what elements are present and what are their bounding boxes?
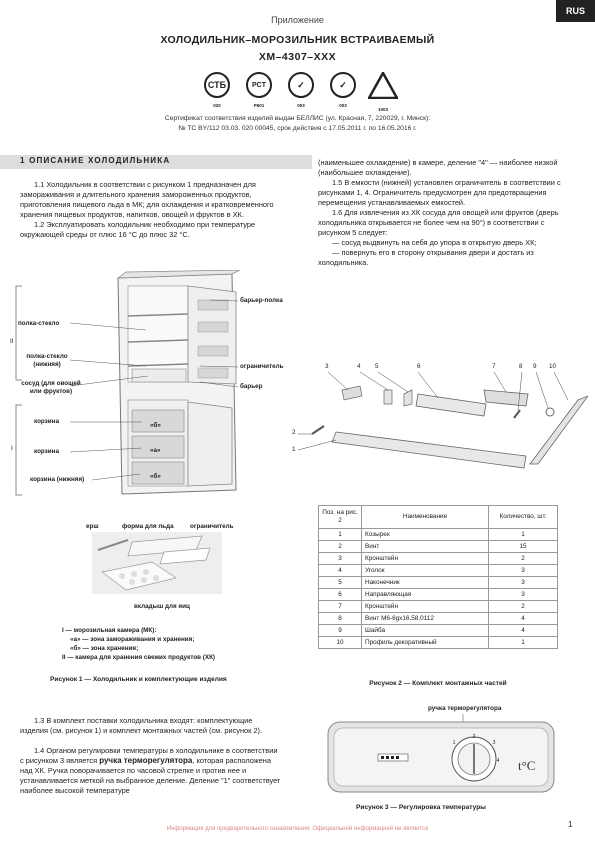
table-cell: Шайба	[362, 625, 489, 637]
table-row	[319, 613, 558, 625]
svg-text:1: 1	[452, 740, 456, 746]
paragraph-1-6: 1.6 Для извлечения из ХК сосуда для овощей или фруктов (дверь холодильника открывается не более чем на 90°) в соответствии с рисунком 5 следует:	[318, 208, 559, 237]
paragraph-1-4-text: , которая расположена над ХК. Ручка поворачивается по часовой стрелке и против нее и устанавливается меткой на выбранное деление. Деление "1" соответствует наиболее высокой температуре	[20, 756, 281, 795]
label-shelf-glass-lower: полка-стекло (нижняя)	[26, 353, 68, 368]
table-cell: Козырек	[362, 529, 489, 541]
table-cell: Наконечник	[362, 577, 489, 589]
table-row	[319, 565, 558, 577]
table-cell: 1	[489, 529, 558, 541]
mounting-parts-illustration	[288, 360, 588, 470]
table-cell: 1	[319, 529, 362, 541]
cert-code: Р601	[253, 103, 265, 108]
table-row	[319, 553, 558, 565]
appendix-label: Приложение	[271, 15, 324, 25]
footer-disclaimer: Информация для предварительного ознакомления. Официальной информацией не является	[166, 826, 429, 832]
cert-code: 003	[297, 103, 305, 108]
svg-text:4: 4	[496, 758, 500, 764]
table-cell: 5	[319, 577, 362, 589]
callout-2: 2	[292, 429, 296, 436]
label-basket: корзина	[34, 448, 59, 455]
pct-icon: PCT	[246, 72, 272, 98]
table-row	[319, 637, 558, 649]
section1-text	[20, 180, 292, 240]
figure1-caption: Рисунок 1 — Холодильник и комплектующие изделия	[50, 676, 227, 683]
certification-logos	[200, 72, 400, 112]
table-cell: 4	[319, 565, 362, 577]
language-badge: RUS	[556, 0, 595, 22]
right-column-text	[318, 158, 576, 268]
step-item: — сосуд выдвинуть на себя до упора в открытую дверь ХК;	[332, 238, 537, 247]
cert-logo	[368, 72, 400, 112]
callout-9: 9	[533, 363, 537, 370]
table-cell: 1	[489, 637, 558, 649]
cert-logo	[246, 72, 276, 108]
cert-code: 1003	[377, 107, 388, 112]
figure-2	[288, 360, 588, 470]
legend-line: «а» — зона замораживания и хранения;	[70, 636, 195, 643]
figure2-caption: Рисунок 2 — Комплект монтажных частей	[369, 680, 507, 687]
table-cell: 3	[489, 589, 558, 601]
table-cell: 2	[489, 553, 558, 565]
cert-logo	[330, 72, 360, 108]
label-barrier: барьер	[240, 383, 263, 390]
callout-10: 10	[549, 363, 557, 370]
paragraph-1-3: 1.3 В комплект поставки холодильника входят: комплектующие изделия (см. рисунок 1) и комплект монтажных частей (см. рисунок 2).	[20, 716, 263, 735]
label-thermostat-knob: ручка терморегулятора	[428, 705, 502, 712]
label-basket: корзина	[34, 418, 59, 425]
table-cell: Кронштейн	[362, 601, 489, 613]
certificate-line: № ТС BY/112 03.03. 020 00045, срок действия с 17.05.2011 г. по 16.05.2016 г.	[178, 125, 417, 132]
table-cell: Уголок	[362, 565, 489, 577]
table-cell: 3	[489, 565, 558, 577]
compartment-mark-1: I	[11, 445, 13, 452]
parts-table	[318, 505, 558, 649]
section1-text-continued	[20, 716, 282, 796]
label-zone-a: «а»	[150, 447, 161, 454]
callout-8: 8	[519, 363, 523, 370]
certificate-line: Сертификат соответствия изделий выдан БЕЛЛИС (ул. Красная, 7, 220029, г. Минск):	[164, 115, 431, 122]
cert-code: 020	[213, 103, 221, 108]
cert-logo	[288, 72, 318, 108]
checkmark-icon: ✓	[330, 72, 356, 98]
table-cell: Винт	[362, 541, 489, 553]
column-header: Поз. на рис. 2	[319, 506, 362, 529]
label-barrier-shelf: барьер-полка	[240, 297, 283, 304]
page-number: 1	[568, 820, 573, 829]
figure-1	[0, 270, 300, 690]
table-row	[319, 577, 558, 589]
paragraph-continued: (наименьшее охлаждение) в камере, деление "4" — наиболее низкой (наибольшее охлаждение).	[318, 158, 558, 177]
table-cell: 3	[489, 577, 558, 589]
label-shelf-glass: полка-стекло	[18, 320, 60, 327]
figure3-caption: Рисунок 3 — Регулировка температуры	[356, 804, 486, 811]
table-cell: 4	[489, 625, 558, 637]
temperature-symbol: t°C	[518, 758, 536, 773]
paragraph-1-4-emphasis: ручка терморегулятора	[99, 756, 193, 765]
column-header: Количество, шт.	[489, 506, 558, 529]
callout-1: 1	[292, 446, 296, 453]
table-cell: Кронштейн	[362, 553, 489, 565]
certificate-text	[0, 114, 595, 134]
compartment-mark-2: II	[10, 338, 14, 345]
accessories-illustration	[92, 532, 222, 594]
table-header-row	[319, 506, 558, 529]
paragraph-1-1: 1.1 Холодильник в соответствии с рисунком 1 предназначен для замораживания и длительного хранения замороженных продуктов, приготовления пищевого льда в МК; для охлаждения и кратковременного хранения пищевых продуктов, напитков, овощей и фруктов в ХК.	[20, 180, 274, 219]
legend-line: II — камера для хранения свежих продуктов (ХК)	[62, 654, 216, 661]
table-row	[319, 625, 558, 637]
table-row	[319, 541, 558, 553]
document-title: ХОЛОДИЛЬНИК–МОРОЗИЛЬНИК ВСТРАИВАЕМЫЙ	[160, 34, 435, 46]
thermostat-panel-illustration	[318, 714, 568, 794]
label-zone-b: «б»	[150, 473, 161, 480]
callout-7: 7	[492, 363, 496, 370]
triangle-mark-icon	[368, 72, 398, 99]
table-row	[319, 589, 558, 601]
callout-4: 4	[357, 363, 361, 370]
label-brush: ерш	[86, 523, 99, 530]
table-cell: 9	[319, 625, 362, 637]
paragraph-1-4	[20, 746, 282, 796]
legend-line: I — морозильная камера (МК):	[62, 627, 157, 634]
paragraph-1-5: 1.5 В емкости (нижней) установлен ограничитель в соответствии с рисунками 1, 4. Ограничитель предусмотрен для предотвращения перемещения устанавливаемых емкостей.	[318, 178, 561, 207]
table-cell: 2	[489, 601, 558, 613]
svg-text:3: 3	[492, 740, 496, 746]
paragraph-1-2: 1.2 Эксплуатировать холодильник необходимо при температуре окружающей среды от плюс 16 °С до плюс 32 °С.	[20, 220, 256, 239]
section-title: 1 ОПИСАНИЕ ХОЛОДИЛЬНИКА	[20, 156, 171, 165]
step-item: — повернуть его в сторону открывания двери и достать из холодильника.	[318, 248, 534, 267]
svg-text:2: 2	[472, 734, 476, 740]
table-cell: 7	[319, 601, 362, 613]
table-cell: 2	[319, 541, 362, 553]
label-egg-inserts: вкладыш для яиц	[134, 603, 190, 610]
callout-3: 3	[325, 363, 329, 370]
table-cell: Профиль декоративный	[362, 637, 489, 649]
legend-line: «б» — зона хранения;	[70, 645, 139, 652]
cert-logo	[204, 72, 234, 108]
parts-table-body	[319, 529, 558, 649]
callout-5: 5	[375, 363, 379, 370]
table-row	[319, 529, 558, 541]
checkmark-icon: ✓	[288, 72, 314, 98]
table-cell: Винт М6-6gх16.58.0112	[362, 613, 489, 625]
table-cell: Направляющая	[362, 589, 489, 601]
table-cell: 3	[319, 553, 362, 565]
cert-code: 003	[339, 103, 347, 108]
callout-6: 6	[417, 363, 421, 370]
label-ice-form: форма для льда	[122, 523, 174, 530]
label-vessel: сосуд (для овощей или фруктов)	[21, 380, 81, 395]
table-cell: 10	[319, 637, 362, 649]
table-row	[319, 601, 558, 613]
figure-3	[318, 700, 568, 820]
label-zone-b: «б»	[150, 422, 161, 429]
paragraph-1-4-text: 1.4 Органом регулировки температуры в холодильнике в соответствии с рисунком 3 является	[20, 746, 278, 765]
model-number: ХМ–4307–ХХХ	[258, 51, 337, 63]
label-limiter: ограничитель	[190, 523, 234, 530]
column-header: Наименование	[362, 506, 489, 529]
label-limiter: ограничитель	[240, 363, 284, 370]
table-cell: 8	[319, 613, 362, 625]
table-cell: 4	[489, 613, 558, 625]
table-cell: 6	[319, 589, 362, 601]
label-basket-lower: корзина (нижняя)	[30, 476, 85, 483]
stb-icon: СТБ	[204, 72, 230, 98]
figure1-legend	[62, 626, 215, 662]
table-cell: 15	[489, 541, 558, 553]
